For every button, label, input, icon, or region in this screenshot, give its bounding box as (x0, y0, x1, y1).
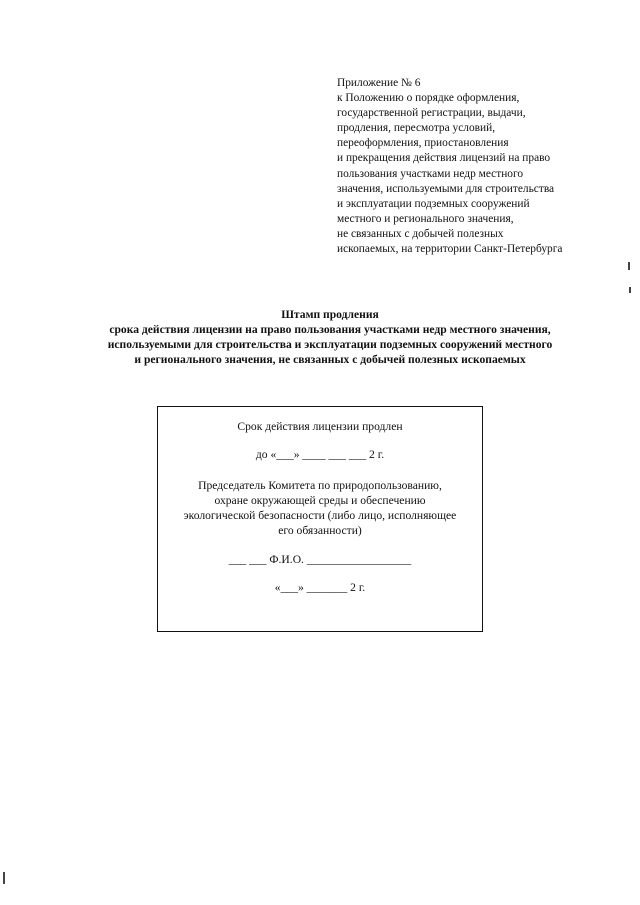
official-line: экологической безопасности (либо лицо, исполняющее (183, 509, 457, 522)
appendix-line: к Положению о порядке оформления, (337, 92, 520, 105)
document-title (60, 307, 600, 367)
title-line: используемыми для строительства и эксплуатации подземных сооружений местного (107, 338, 553, 351)
official-line: его обязанности) (278, 524, 362, 537)
stamp-heading: Срок действия лицензии продлен (237, 420, 403, 433)
appendix-line: переоформления, приостановления (337, 137, 509, 150)
appendix-line: государственной регистрации, выдачи, (337, 107, 526, 120)
appendix-line: значения, используемыми для строительства (337, 182, 555, 195)
scan-mark (628, 262, 630, 270)
appendix-line: ископаемых, на территории Санкт-Петербурга (337, 243, 563, 256)
stamp-official-title (158, 478, 482, 538)
title-line: срока действия лицензии на право пользования участками недр местного значения, (109, 323, 551, 336)
official-line: охране окружающей среды и обеспечению (214, 494, 426, 507)
stamp-date-line: «___» _______ 2 г. (274, 581, 366, 594)
stamp-until-date: до «___» ____ ___ ___ 2 г. (255, 448, 385, 461)
scan-mark (3, 872, 5, 884)
appendix-line: местного и регионального значения, (337, 212, 514, 225)
official-line: Председатель Комитета по природопользованию, (198, 479, 442, 492)
appendix-line: Приложение № 6 (337, 77, 421, 89)
stamp-signature-line: ___ ___ Ф.И.О. __________________ (228, 553, 412, 566)
appendix-line: не связанных с добычей полезных (337, 227, 504, 240)
appendix-line: пользования участками недр местного (337, 167, 524, 180)
title-line: Штамп продления (281, 308, 379, 321)
appendix-line: и эксплуатации подземных сооружений (337, 197, 530, 210)
scan-mark (629, 287, 631, 293)
appendix-line: продления, пересмотра условий, (337, 122, 496, 135)
appendix-note (337, 76, 627, 257)
appendix-line: и прекращения действия лицензий на право (337, 152, 551, 165)
title-line: и регионального значения, не связанных с добычей полезных ископаемых (134, 353, 526, 366)
extension-stamp (157, 406, 483, 632)
